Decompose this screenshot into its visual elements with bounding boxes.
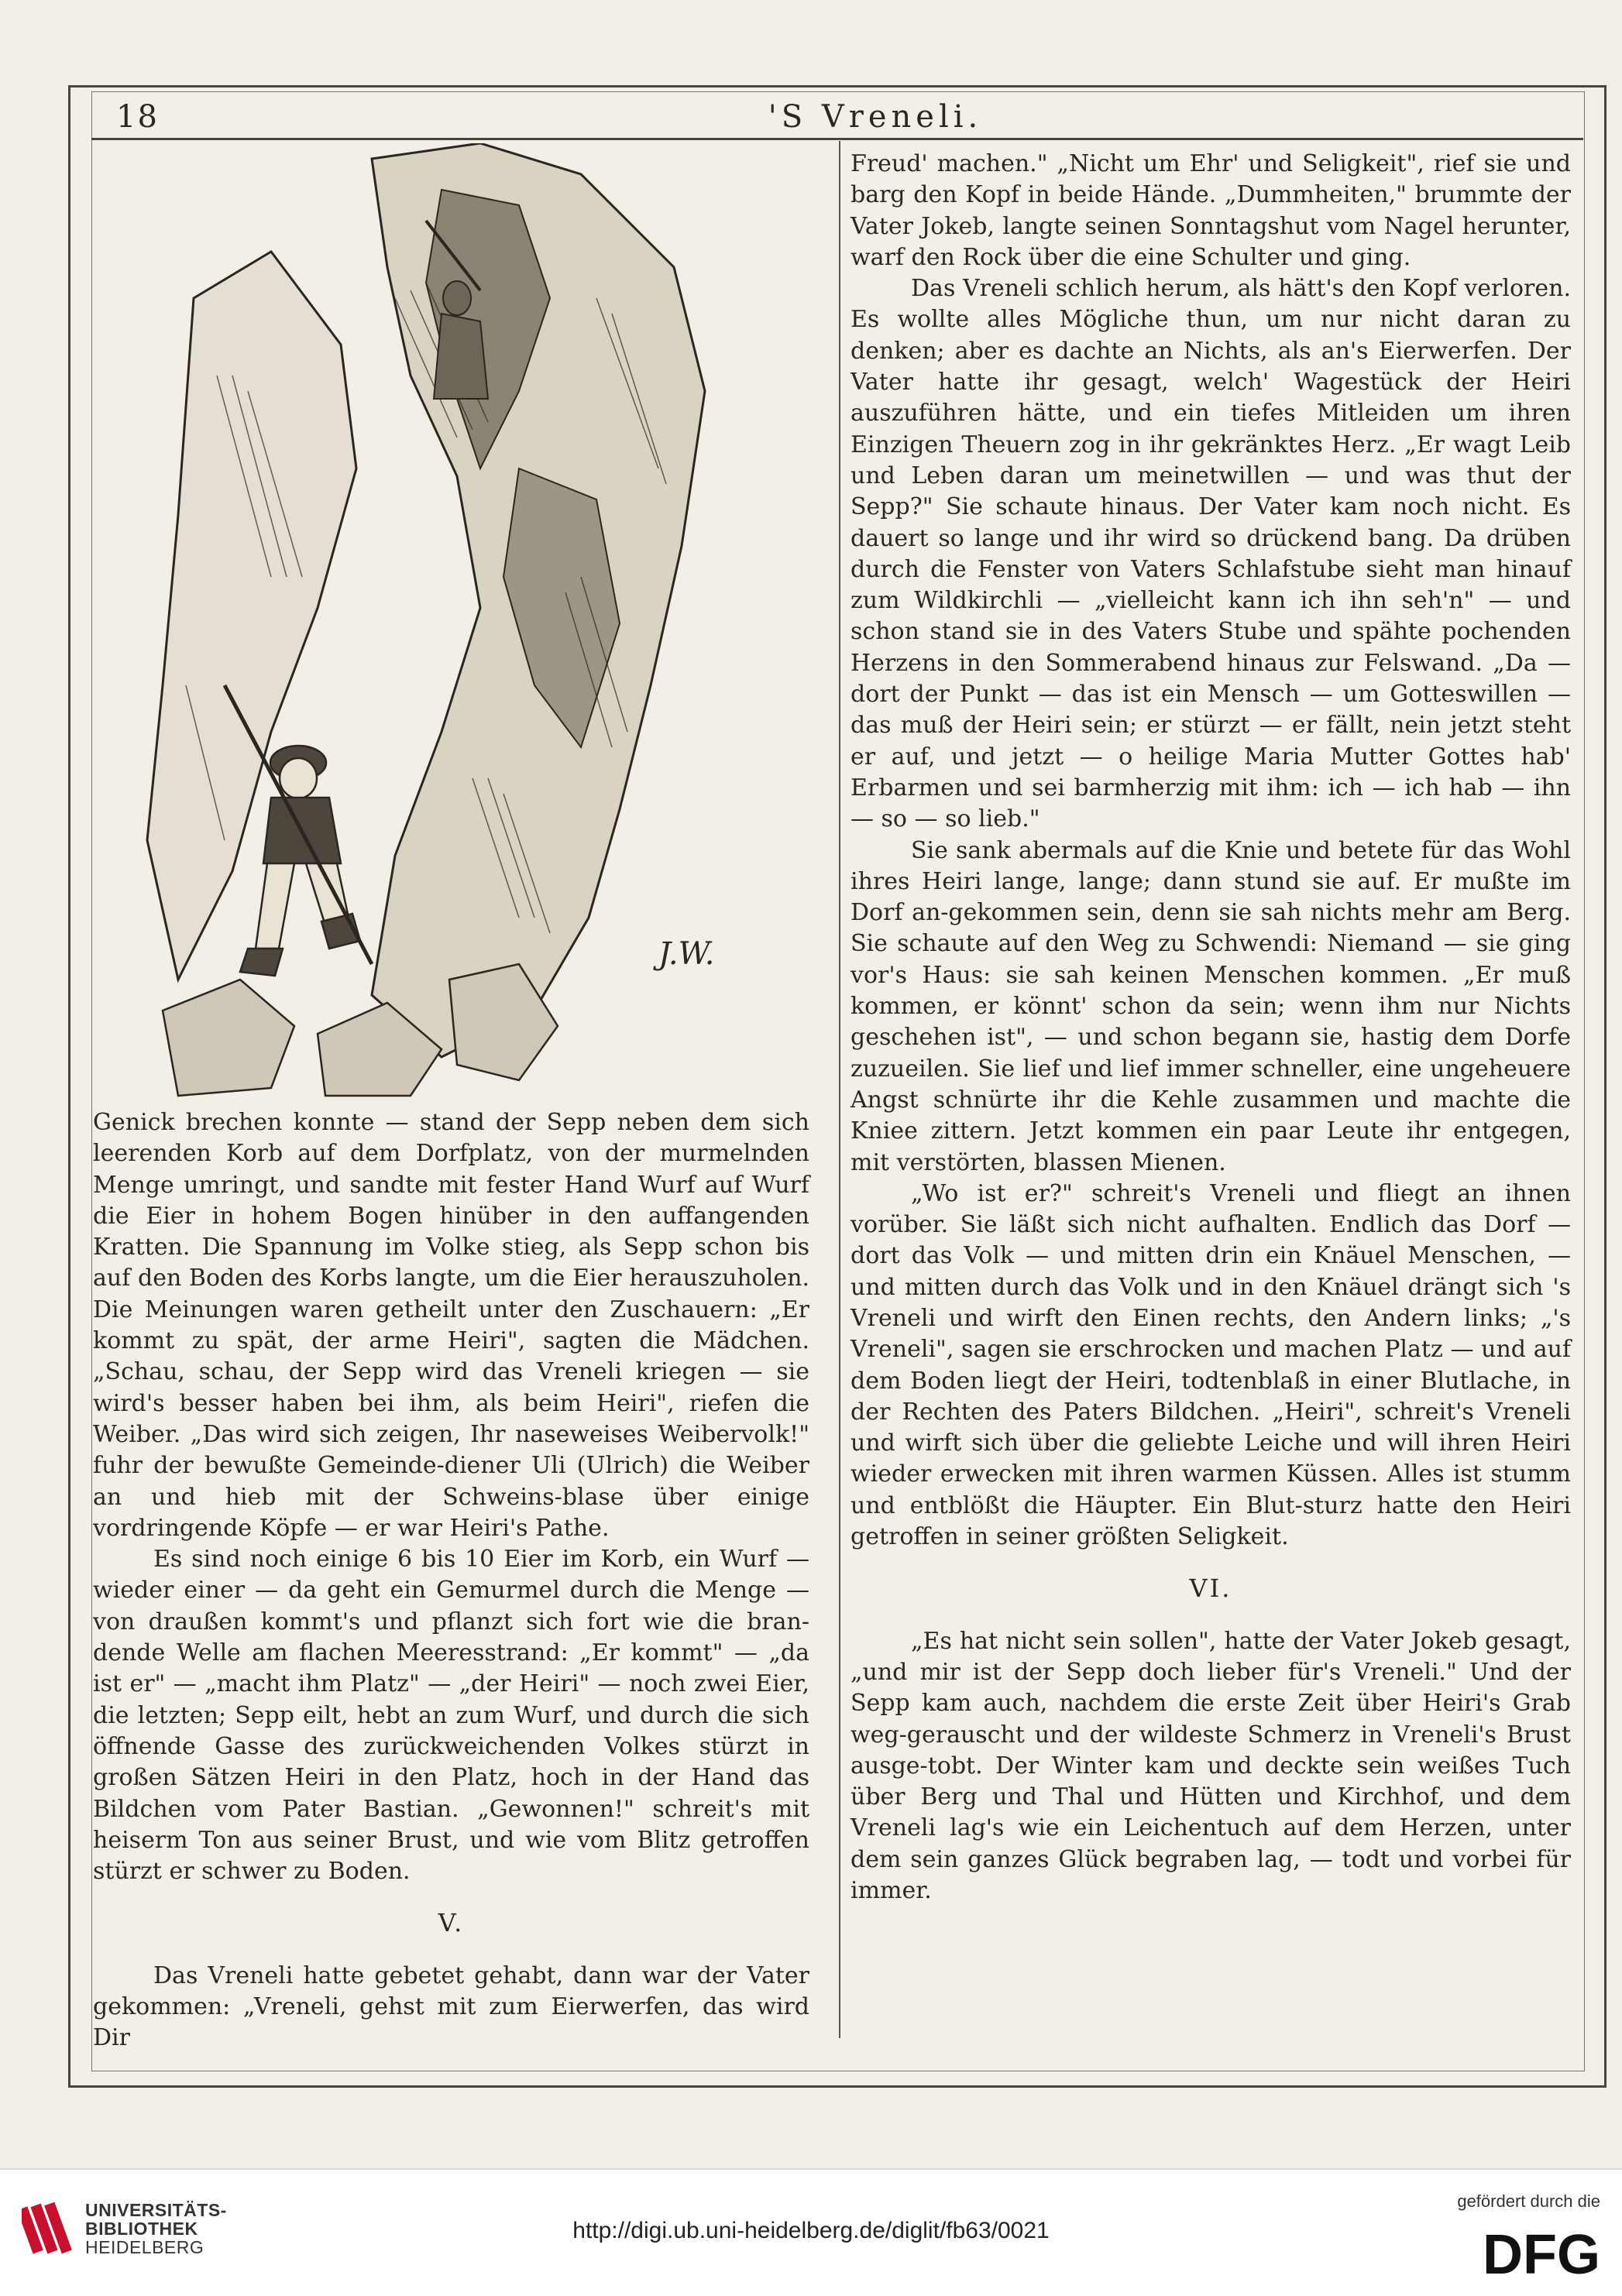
institution-line: BIBLIOTHEK — [85, 2219, 198, 2239]
column-divider — [839, 141, 840, 2038]
running-title: 'S Vreneli. — [768, 99, 983, 135]
paragraph: Es sind noch einige 6 bis 10 Eier im Korb, ein Wurf — wieder einer — da geht ein Gemurmel durch die Menge — von draußen kommt's und pflanzt sich fort wie die bran-dende Welle am flachen Meeresstrand: „Er kommt" — „da ist er" — „macht ihm Platz" — „der Heiri" — noch zwei Eier, die letzten; Sepp eilt, hebt an zum Wurf, und durch die sich öffnende Gasse des zurückweichenden Volkes stürzt in großen Sätzen Heiri in den Platz, hoch in der Hand das Bildchen vom Pater Bastian. „Gewonnen!" schreit's mit heiserm Ton aus seiner Brust, und wie vom Blitz getroffen stürzt er schwer zu Boden. — [93, 1546, 809, 1886]
institution-line: HEIDELBERG — [85, 2237, 204, 2257]
paragraph: Freud' machen." „Nicht um Ehr' und Seligkeit", rief sie und barg den Kopf in beide Hände. „Dummheiten," brummte der Vater Jokeb, langte seinen Sonntagshut vom Nagel herunter, warf den Rock über die eine Schulter und ging. — [851, 150, 1571, 271]
institution-line: UNIVERSITÄTS- — [85, 2200, 227, 2220]
section-heading-vi: VI. — [1189, 1574, 1232, 1604]
paragraph: Das Vreneli hatte gebetet gehabt, dann war der Vater gekommen: „Vreneli, gehst mit zum Eierwerfen, das wird Dir — [93, 1961, 809, 2052]
left-column — [93, 1107, 809, 2054]
illustration-signature: J.W. — [658, 936, 715, 972]
paragraph: „Es hat nicht sein sollen", hatte der Vater Jokeb gesagt, „und mir ist der Sepp doch lieber für's Vreneli." Und der Sepp kam auch, nachdem die erste Zeit über Heiri's Grab weg-gerauscht und der wildeste Schmerz in Vreneli's Brust ausge-tobt. Der Winter kam und deckte sein weißes Tuch über Berg und Thal und Hütten und Kirchhof, und dem Vreneli lag's wie ein Leichentuch auf dem Herzen, unter dem sein ganzes Glück begraben lag, — todt und vorbei für immer. — [851, 1627, 1571, 1905]
digitization-footer — [0, 2168, 1622, 2296]
funding-note: gefördert durch die — [1457, 2191, 1600, 2211]
right-column — [851, 149, 1571, 1906]
page-number: 18 — [116, 99, 159, 135]
paragraph: Sie sank abermals auf die Knie und betete für das Wohl ihres Heiri lange, lange; dann stund sie auf. Er mußte im Dorf an-gekommen sein, denn sie sah nichts mehr am Berg. Sie schaute auf den Weg zu Schwendi: Niemand — sie ging vor's Haus: sie sah keinen Menschen kommen. „Er muß kommen, er könnt' schon da sein; wenn ihm nur Nichts geschehen ist", — und schon begann sie, hastig dem Dorfe zuzueilen. Sie lief und lief immer schneller, eine ungeheuere Angst schnürte ihr die Kehle zusammen und machte die Kniee zittern. Jetzt kommen ein paar Leute ihr entgegen, mit verstörten, blassen Mienen. — [851, 836, 1571, 1176]
paragraph: Genick brechen konnte — stand der Sepp neben dem sich leerenden Korb auf dem Dorfplatz, von der murmelnden Menge umringt, und sandte mit fester Hand Wurf auf Wurf die Eier in hohem Bogen hinüber in den auffangenden Kratten. Die Spannung im Volke stieg, als Sepp schon bis auf den Boden des Korbs langte, um die Eier herauszuholen. Die Meinungen waren getheilt unter den Zuschauern: „Er kommt zu spät, der arme Heiri", sagten die Mädchen. „Schau, schau, der Sepp wird das Vreneli kriegen — sie wird's besser haben bei ihm, als beim Heiri", riefen die Weiber. „Das wird sich zeigen, Ihr naseweises Weibervolk!" fuhr der bewußte Gemeinde-diener Uli (Ulrich) die Weiber an und hieb mit der Schweins-blase über einige vordringende Köpfe — er war Heiri's Pathe. — [93, 1109, 809, 1542]
paragraph: Das Vreneli schlich herum, als hätt's den Kopf verloren. Es wollte alles Mögliche thun, um nur nicht daran zu denken; aber es dachte an Nichts, als an's Eierwerfen. Der Vater hatte ihr gesagt, welch' Wagestück der Heiri auszuführen hätte, und ein tiefes Mitleiden um ihren Einzigen Theuern zog in ihr gekränktes Herz. „Er wagt Leib und Leben daran um meinetwillen — und was thut der Sepp?" Sie schaute hinaus. Der Vater kam noch nicht. Es dauert so lange und ihr wird so drückend bang. Da drüben durch die Fenster von Vaters Schlafstube sieht man hinauf zum Wildkirchli — „vielleicht kann ich ihn seh'n" — und schon stand sie in des Vaters Stube und spähte pochenden Herzens in den Sommerabend hinaus zur Felswand. „Da — dort der Punkt — das ist ein Mensch — um Gotteswillen — das muß der Heiri sein; er stürzt — er fällt, nein jetzt steht er auf, und jetzt — o heilige Maria Mutter Gottes hab' Erbarmen und sei barmherzig mit ihm: ich — ich hab — ihn — so — so lieb." — [851, 275, 1571, 833]
header-rule — [91, 138, 1583, 140]
section-heading-v: V. — [438, 1908, 465, 1938]
dfg-logo-icon — [1422, 2229, 1600, 2277]
funder-logo-text: DFG — [1483, 2229, 1600, 2277]
source-url-link[interactable]: http://digi.ub.uni-heidelberg.de/diglit/fb63/0021 — [572, 2218, 1050, 2243]
woodcut-illustration — [116, 143, 798, 1100]
paragraph: „Wo ist er?" schreit's Vreneli und fliegt an ihnen vorüber. Sie läßt sich nicht aufhalten. Endlich das Dorf — dort das Volk — und mitten drin ein Knäuel Menschen, — und mitten durch das Volk und in den Knäuel drängt sich 's Vreneli und wirft den Einen rechts, den Andern links; „'s Vreneli", sagen sie erschrocken und machen Platz — und auf dem Boden liegt der Heiri, todtenblaß in einer Blutlache, in der Rechten des Paters Bildchen. „Heiri", schreit's Vreneli und wirft sich über die geliebte Leiche und will ihren Heiri wieder erwecken mit ihren warmen Küssen. Alles ist stumm und entblößt die Häupter. Ein Blut-sturz hatte den Heiri getroffen in seiner größten Seligkeit. — [851, 1179, 1571, 1551]
footer-divider — [0, 2168, 1622, 2170]
